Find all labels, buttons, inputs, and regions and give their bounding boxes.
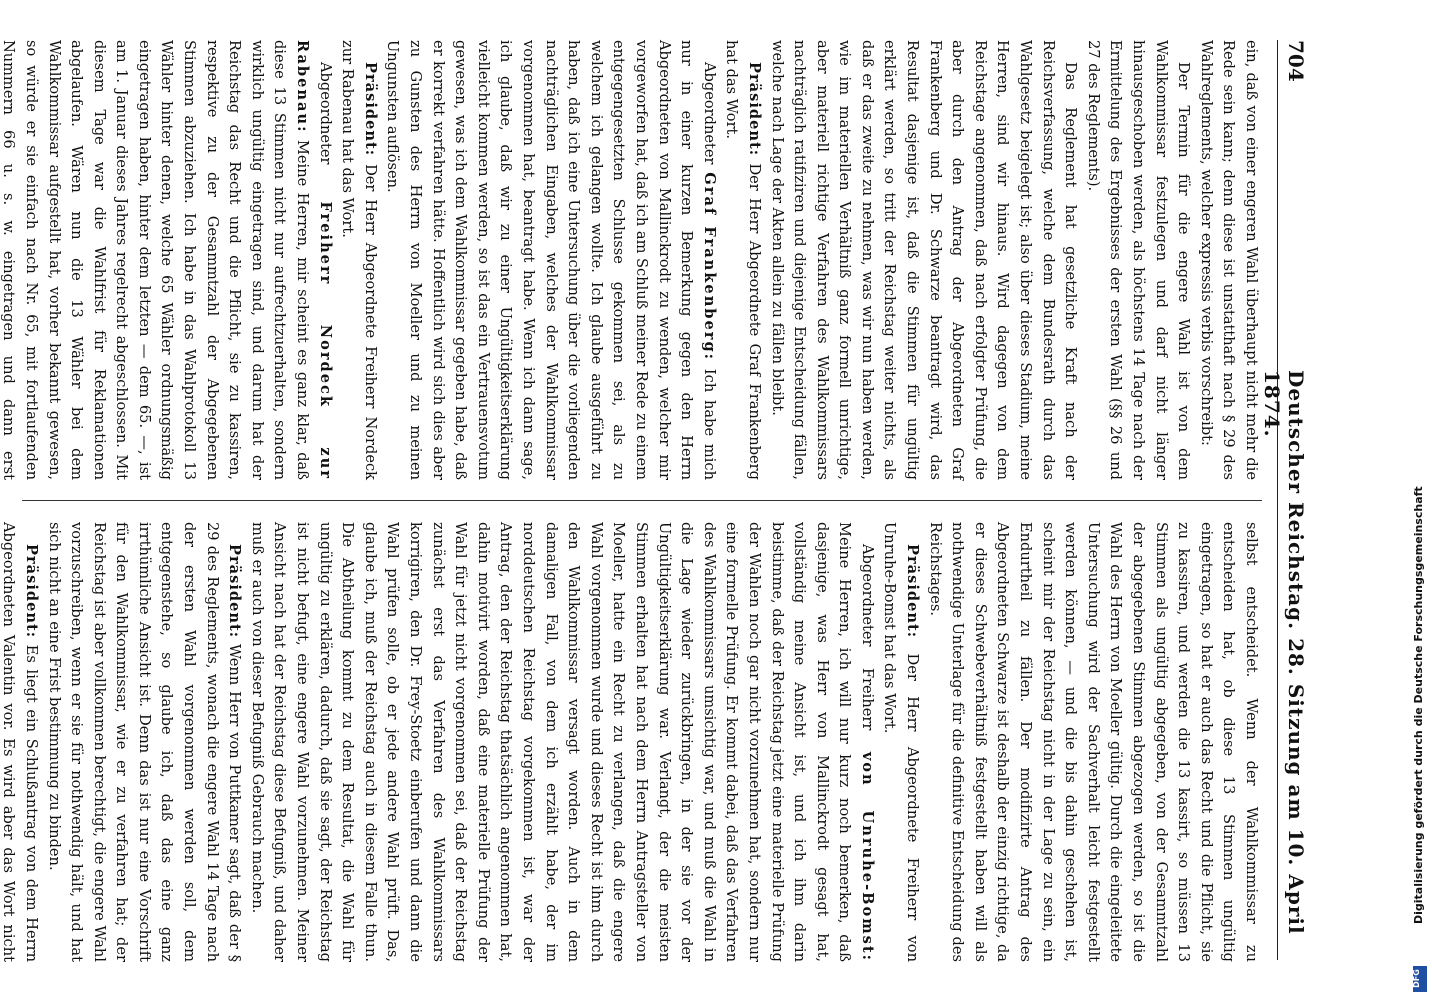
paragraph: selbst entscheidet. Wenn der Wahlkommissar zu entscheiden hat, ob diese 13 Stimmen ungültig eingetragen, so hat er auch das Recht und die Pflicht, sie zu kassiren, und werden die 13 kassirt, so müssen 13 Stimmen als ungültig abgegeben, von der Gesammtzahl der abgegebenen Stimmen abgezogen werden, so ist die Wahl des Herrn von Moeller gültig. Durch die eingeleitete Untersuchung wird der Sachverhalt leicht festgestellt werden können, — und die bis dahin geschehen ist, scheint mir der Reichstag nicht in der Lage zu sein, ein Endurtheil zu fällen. Der modifizirte Antrag des Abgeordneten Schwarze ist deshalb der einzig richtige, da er dieses Schwebeverhältniß festgestellt haben will als nothwendige Unterlage für die definitive Entscheidung des Reichstages.	[926, 522, 1260, 962]
speech-text: Es liegt ein Schlußantrag von dem Herrn Abgeordneten Valentin vor. Es wird aber das Wort nicht	[0, 522, 40, 963]
speech-text: Meine Herren, ich will nur kurz noch bemerken, daß dasjenige, was Herr von Mallinckrodt gesagt hat, vollständig meine Ansicht ist, und ich ihm darin beistimme, daß der Reichstag jetzt eine materielle Prüfung der Wahlen noch gar nicht vorzunehmen hat, sondern nur eine formelle Prüfung. Er kommt dabei, daß das Verfahren des Wahlkommissars umsichtig war, und muß die Wahl in die Lage wieder zurückbringen, in der sie vor der Ungültigkeitserklärung war. Verlangt, der die meisten Stimmen erhalten hat nach dem Herrn Antragsteller von Moeller, hatte ein Recht zu verlangen, daß die engere Wahl vorgenommen wurde und dieses Recht ist ihm durch den Wahlkommissar versagt worden. Auch in dem damaligen Fall, von dem ich erzählt habe, der im norddeutschen Reichstag vorgekommen ist, war der Antrag, den der Reichstag thatsächlich angenommen hat, dahin motivirt worden, daß eine materielle Prüfung der Wahl für jetzt nicht vorgenommen sei, daß der Reichstag zunächst erst das Verfahren des Wahlkommissars korrigiren, den Dr. Frey-Stoetz einberufen und dann die Wahl prüfen solle, ob er jede andere Wahl prüft. Das, glaube ich, muß der Reichstag auch in diesem Falle thun. Die Abtheilung kommt zu dem Resultat, die Wahl für ungültig zu erklären, dadurch, daß sie sagt, der Reichstag ist nicht befugt, eine engere Wahl vorzunehmen. Meiner Ansicht nach hat der Reichstag diese Befugniß, und daher muß er auch von dieser Befugniß Gebrauch machen.	[248, 522, 854, 962]
page-number: 704	[1284, 40, 1308, 82]
dfg-logo-icon	[1413, 966, 1427, 992]
speech-paragraph	[720, 40, 765, 480]
speech-text: Der Herr Abgeordnete Graf Frankenberg hat das Wort.	[723, 40, 763, 480]
speech-paragraph	[0, 40, 336, 480]
speaker-label: Graf Frankenberg:	[700, 172, 718, 362]
speech-text: Wenn Herr von Puttkamer sagt, daß der § 29 des Reglements, wonach die engere Wahl 14 Tage nach der ersten Wahl vorgenommen werden soll, dem entgegenstehe, so glaube ich, daß das eine ganz irrthümliche Ansicht ist. Denn das ist nur eine Vorschrift für den Wahlkommissar, wie er zu verfahren hat; der Reichstag ist aber vollkommen berechtigt, die engere Wahl vorzuschreiben, wenn er sie für nothwendig hält, und hat sich nicht an eine Frist bestimmung zu binden.	[45, 522, 244, 963]
speaker-label: Präsident:	[745, 62, 763, 157]
digitization-credit: Digitalisierung gefördert durch die Deutsche Forschungsgemeinschaft	[1412, 486, 1425, 924]
column-divider	[22, 500, 1262, 501]
speech-paragraph	[0, 522, 42, 962]
right-column	[0, 522, 1262, 963]
page-header	[1260, 40, 1308, 960]
speech-paragraph	[336, 40, 381, 480]
paragraph: Das Reglement hat gesetzliche Kraft nach der Reichsverfassung, welche dem Bundesrath durch das Wahlgesetz beigelegt ist; also über dieses Stadium, meine Herren, sind wir hinaus. Wird dagegen von dem Reichstage angenommen, daß nach erfolgter Prüfung, die aber durch den Antrag der Abgeordneten Graf Frankenberg und Dr. Schwarze beantragt wird, das Resultat dasjenige ist, daß die Stimmen für ungültig erklärt werden, so tritt der Reichstag weiter nichts, als daß er das zweite zu nehmen, was wir nun haben werden, wie im materiellen Verhältniß ganz formell unrichtige, aber materiell richtige Verfahren des Wahlkommissars nachträglich ratifiziren und diejenige Entscheidung fällen, welche nach Lage der Akten allein zu fällen bleibt.	[768, 40, 1080, 480]
digitization-credit-strip	[1412, 24, 1428, 984]
dfg-logo-text: DFG	[1411, 969, 1421, 988]
speech-text: Der Herr Abgeordnete Freiherr Nordeck zur Rabenau hat das Wort.	[339, 40, 379, 480]
speech-paragraph	[381, 40, 720, 480]
speaker-prefix: Abgeordneter	[316, 62, 334, 165]
left-column	[0, 40, 1262, 481]
speech-text: Ich habe mich nur in einer kurzen Bemerkung gegen den Herrn Abgeordneten von Mallinckrodt zu wenden, welcher mir vorgeworfen hat, daß ich am Schluß meiner Rede zu einem entgegengesetzten Schlusse gekommen sei, als zu welchem ich gelangen wollte. Ich glaube ausgeführt zu haben, daß ich eine Untersuchung über die vorliegenden nachträglichen Eingaben, welches der Wahlkommissar vorgenommen hat, beantragt habe. Wenn ich dann sage, ich glaube, daß wir zu einer Ungültigkeitserklärung vielleicht kommen werden, so ist das ein Vertrauensvotum gewesen, was ich dem Wahlkommissar gegeben habe, daß er korrekt verfahren hätte. Hoffentlich wird sich dies aber zu Gunsten des Herrn von Moeller und zu meinen Ungunsten auflösen.	[384, 40, 718, 481]
paragraph: Der Termin für die engere Wahl ist von dem Wahlkommissar festzulegen und darf nicht länger hinausgeschoben werden, als höchstens 14 Tage nach der Ermittelung des Ergebnisses der ersten Wahl (§§ 26 und 27 des Reglements).	[1084, 40, 1193, 480]
speaker-label: Freiherr Nordeck zur Rabenau:	[294, 40, 334, 480]
speech-text: Der Herr Abgeordnete Freiherr von Unruhe-Bomst hat das Wort.	[881, 522, 922, 962]
speech-paragraph	[42, 522, 245, 962]
speaker-label: von Unruhe-Bomst:	[858, 751, 876, 962]
speech-paragraph	[245, 522, 878, 962]
speaker-label: Präsident:	[361, 62, 379, 157]
speaker-label: Präsident:	[226, 544, 244, 639]
speaker-prefix: Abgeordneter	[700, 62, 718, 165]
speaker-prefix: Abgeordneter Freiherr	[858, 544, 876, 731]
speech-paragraph	[878, 522, 923, 962]
speaker-label: Präsident:	[22, 544, 40, 639]
paragraph: ein, daß von einer engeren Wahl überhaupt nicht mehr die Rede sein kann; denn diese ist unstatthaft nach § 29 des Wahlreglements, welcher expressis verbis vorschreibt:	[1197, 40, 1260, 480]
speaker-label: Präsident:	[904, 544, 922, 639]
speech-text: Meine Herren, mir scheint es ganz klar, daß diese 13 Stimmen nicht nur aufrechtzuerhalten, sondern wirklich ungültig eingetragen sind, und darum hat der Reichstag das Recht und die Pflicht, sie zu kassiren, respektive zu der Gesammtzahl der Abgegebenen Stimmen abzuziehen. Ich habe in das Wahlprotokoll 13 Wähler hinter denen, welche 65 Wähler ordnungsmäßig eingetragen haben, hinter dem letzten — dem 65. —, ist am 1. Januar dieses Jahres regelrecht abgeschlossen. Mit diesem Tage war die Wahlfrist für Reklamationen abgelaufen. Wären nun die 13 Wähler bei dem Wahlkommissar aufgestellt hat, vorher bekannt gewesen, so würde er sie einfach nach Nr. 65, mit fortlaufenden Nummern 66 u. s. w. eingetragen und dann erst	[0, 40, 312, 480]
running-title: Deutscher Reichstag. 28. Sitzung am 10. April 1874.	[1260, 370, 1308, 935]
